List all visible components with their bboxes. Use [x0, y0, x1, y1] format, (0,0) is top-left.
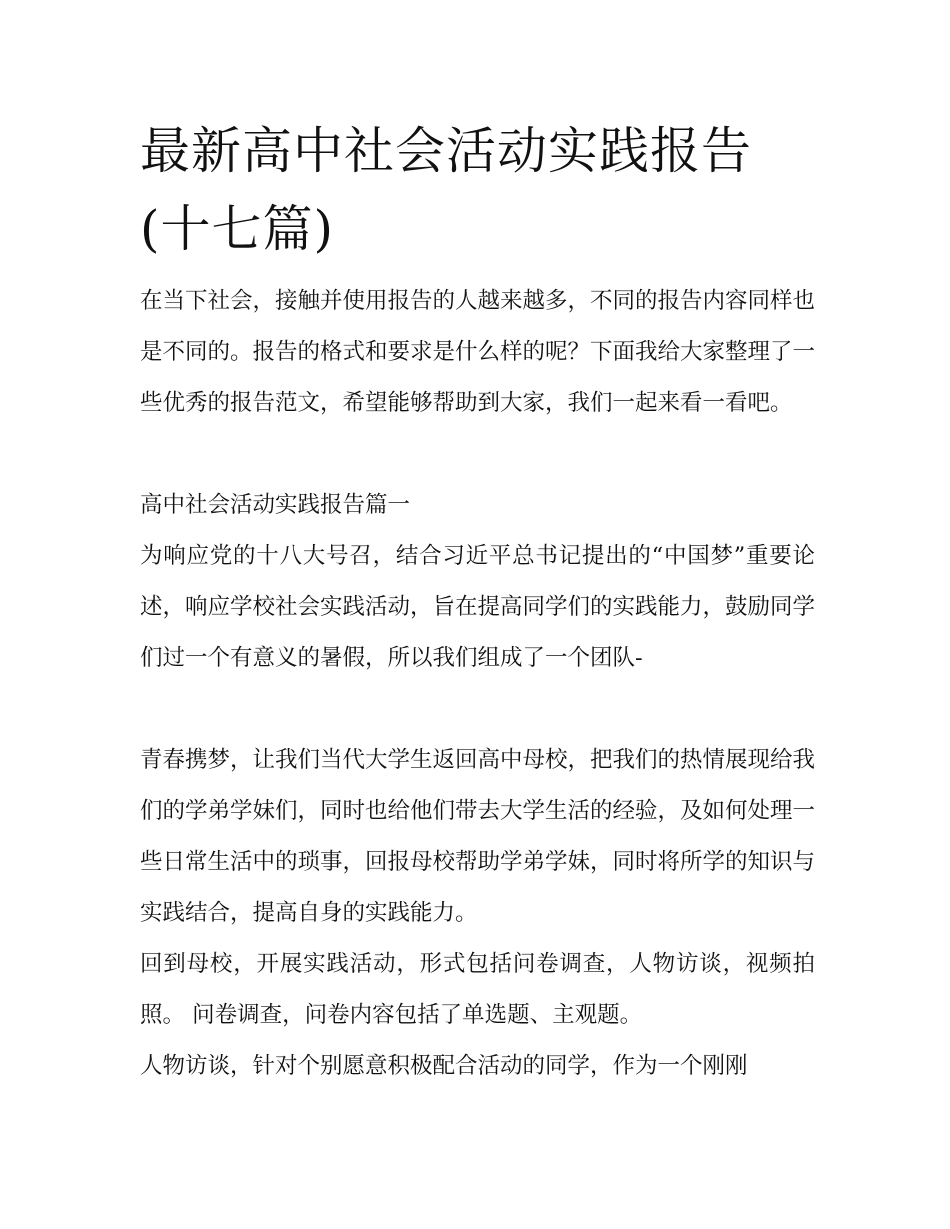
intro-paragraph: 在当下社会，接触并使用报告的人越来越多，不同的报告内容同样也是不同的。报告的格式和要求是什么样的呢？下面我给大家整理了一些优秀的报告范文，希望能够帮助到大家，我们一起来看一看吧。	[140, 288, 816, 416]
section-heading: 高中社会活动实践报告篇一	[140, 492, 411, 518]
body-paragraph: 为响应党的十八大号召，结合习近平总书记提出的“中国梦”重要论述，响应学校社会实践活动，旨在提高同学们的实践能力，鼓励同学们过一个有意义的暑假，所以我们组成了一个团队-	[140, 543, 816, 671]
body-paragraph: 青春携梦，让我们当代大学生返回高中母校，把我们的热情展现给我们的学弟学妹们，同时也给他们带去大学生活的经验，及如何处理一些日常生活中的琐事，回报母校帮助学弟学妹，同时将所学的知识与实践结合，提高自身的实践能力。	[140, 747, 816, 926]
body-paragraph: 回到母校，开展实践活动，形式包括问卷调查，人物访谈，视频拍照。 问卷调查，问卷内容包括了单选题、主观题。	[140, 951, 815, 1028]
document-title: 最新高中社会活动实践报告(十七篇)	[140, 122, 752, 258]
body-paragraph: 人物访谈，针对个别愿意积极配合活动的同学，作为一个刚刚	[140, 1053, 748, 1079]
